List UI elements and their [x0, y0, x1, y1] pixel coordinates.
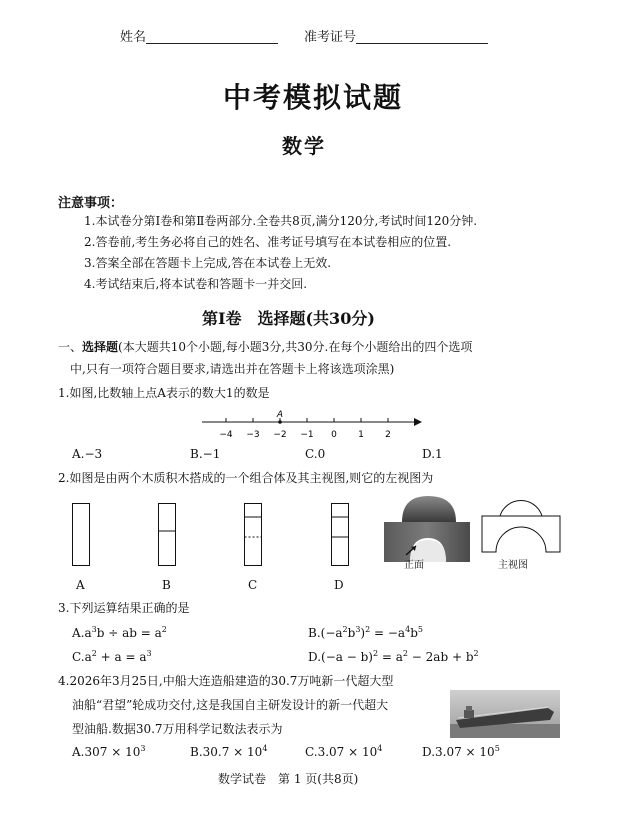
q2-option-c-figure [244, 503, 264, 567]
q1-option-c[interactable]: C.0 [305, 447, 326, 461]
main-view-figure [480, 488, 562, 556]
q3-d-part: D.(−a − b) [308, 650, 373, 664]
page-footer: 数学试卷 第 1 页(共8页) [218, 772, 359, 786]
q2-option-b-figure [158, 503, 178, 567]
q2-option-d-figure [331, 503, 351, 567]
tick-label: −4 [219, 430, 233, 440]
q1-stem: 1.如图,比数轴上点A表示的数大1的数是 [58, 386, 270, 400]
q4-line3: 型油船.数据30.7万用科学记数法表示为 [72, 722, 283, 736]
q4-option-label: B.30.7 × 10 [190, 745, 263, 759]
page-title: 中考模拟试题 [223, 81, 404, 114]
q4-option-d[interactable] [422, 745, 500, 760]
q4-option-exp: 4 [377, 744, 383, 753]
q3-c-part: + a = a [96, 650, 147, 664]
q2-option-d[interactable]: D [334, 578, 344, 592]
q4-option-label: C.3.07 × 10 [305, 745, 378, 759]
q3-option-b[interactable]: $B.(-a^2b^3)^2 = -a^4b^5$ [308, 625, 423, 640]
tick-label: 0 [331, 430, 337, 440]
q2-option-a[interactable]: A [76, 578, 85, 592]
intro-type: 选择题 [82, 340, 119, 354]
q3-stem: 3.下列运算结果正确的是 [58, 601, 190, 615]
q3-d-part: = a [378, 650, 403, 664]
q3-d-part: − 2ab + b [407, 650, 474, 664]
q4-option-label: D.3.07 × 10 [422, 745, 495, 759]
q4-line1: 4.2026年3月25日,中船大连造船建造的30.7万吨新一代超大型 [58, 674, 394, 688]
q4-line2: 油船“君望”轮成功交付,这是我国自主研发设计的新一代超大 [72, 698, 389, 712]
q3-b-part: b [347, 626, 356, 640]
tick-label: −2 [273, 430, 287, 440]
q3-option-a[interactable]: $A.a^3b$ ÷ ab = $a^2$ [72, 625, 167, 640]
main-view-caption: 主视图 [498, 560, 528, 571]
section-intro-line2: 中,只有一项符合题目要求,请选出并在答题卡上将该选项涂黑) [70, 362, 395, 376]
q3-b-part: = −a [370, 626, 406, 640]
q4-option-b[interactable] [190, 745, 267, 760]
q3-b-part: b [410, 626, 418, 640]
point-a-label: A [276, 410, 284, 420]
q4-option-label: A.307 × 10 [72, 745, 141, 759]
tick-label: 2 [385, 430, 391, 440]
arrow-right-icon [414, 418, 422, 426]
q4-option-c[interactable] [305, 745, 382, 760]
name-label: 姓名 [120, 30, 147, 45]
q3-c-part: C.a [72, 650, 92, 664]
notice-item: 4.考试结束后,将本试卷和答题卡一并交回. [84, 277, 308, 291]
point-a-dot [278, 420, 282, 424]
tanker-photo [450, 690, 560, 738]
q2-option-c[interactable]: C [248, 578, 258, 592]
q4-option-exp: 3 [140, 744, 146, 753]
q4-option-a[interactable] [72, 745, 145, 760]
q1-option-b[interactable]: B.−1 [190, 447, 221, 461]
q1-option-d[interactable]: D.1 [422, 447, 443, 461]
exam-id-blank[interactable] [356, 30, 488, 44]
q4-option-exp: 5 [494, 744, 500, 753]
number-line [198, 408, 424, 444]
q3-a-part: b ÷ ab = a [96, 626, 162, 640]
q1-option-a[interactable]: A.−3 [72, 447, 103, 461]
name-blank[interactable] [146, 30, 278, 44]
notice-item: 3.答案全部在答题卡上完成,答在本试卷上无效. [84, 256, 332, 270]
notice-item: 2.答卷前,考生务必将自己的姓名、准考证号填写在本试卷相应的位置. [84, 235, 452, 249]
q4-option-exp: 4 [262, 744, 268, 753]
q3-b-part: ) [360, 626, 366, 640]
tick-label: −1 [300, 430, 314, 440]
notice-heading: 注意事项： [58, 196, 124, 211]
section-title: 第Ⅰ卷 选择题(共30分) [202, 309, 375, 328]
q2-option-b[interactable]: B [162, 578, 171, 592]
photo-caption: 正面 [404, 560, 424, 571]
q3-b-part: B.(−a [308, 626, 343, 640]
q3-option-d[interactable]: $D.(-a - b)^2 = a^2 - 2ab + b^2$ [308, 649, 479, 664]
intro-text: (本大题共10个小题,每小题3分,共30分.在每个小题给出的四个选项 [118, 340, 473, 354]
q2-stem: 2.如图是由两个木质积木搭成的一个组合体及其主视图,则它的左视图为 [58, 471, 434, 485]
q3-a-part: A.a [72, 626, 92, 640]
section-intro-line1 [58, 340, 472, 355]
q3-option-c[interactable]: $C.a^2 + a = a^3$ [72, 649, 152, 664]
exam-id-field[interactable] [304, 30, 488, 46]
q2-option-a-figure [72, 503, 92, 567]
exam-id-label: 准考证号 [304, 30, 357, 45]
name-field[interactable] [120, 30, 278, 46]
tick-label: 1 [358, 430, 364, 440]
tick-label: −3 [246, 430, 260, 440]
blocks-photo [380, 492, 474, 566]
subject-title: 数学 [282, 134, 326, 158]
notice-item: 1.本试卷分第Ⅰ卷和第Ⅱ卷两部分.全卷共8页,满分120分,考试时间120分钟. [84, 214, 478, 228]
intro-prefix: 一、 [58, 340, 83, 354]
